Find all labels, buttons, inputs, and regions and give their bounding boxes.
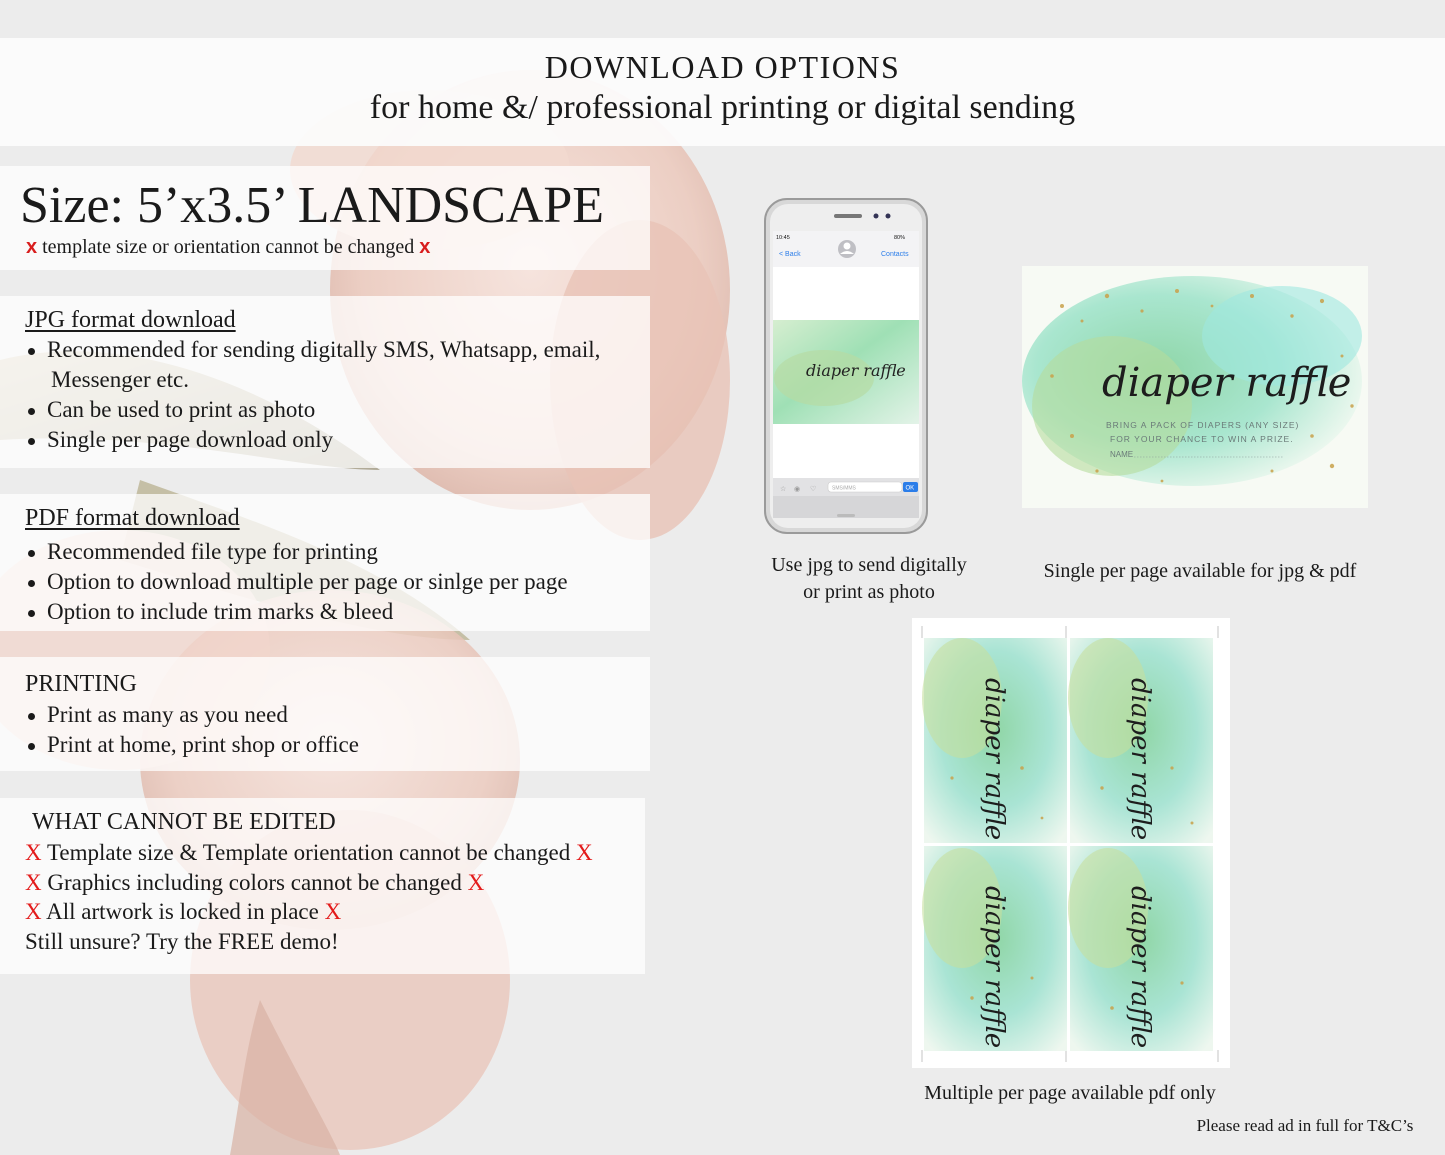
svg-text:diaper raffle: diaper raffle bbox=[979, 678, 1009, 841]
svg-text:diaper raffle: diaper raffle bbox=[1125, 886, 1155, 1049]
cannot-edit-title: WHAT CANNOT BE EDITED bbox=[32, 809, 336, 835]
printing-list bbox=[25, 700, 359, 760]
size-title: Size: 5’x3.5’ LANDSCAPE bbox=[20, 177, 605, 234]
send-button-label: OK bbox=[905, 485, 915, 492]
svg-text:diaper raffle: diaper raffle bbox=[1125, 678, 1155, 841]
header-subtitle: for home &/ professional printing or digital sending bbox=[369, 89, 1076, 126]
list-item: Option to download multiple per page or sinlge per page bbox=[25, 567, 568, 597]
jpg-title: JPG format download bbox=[25, 307, 236, 333]
restriction-line: X All artwork is locked in place X bbox=[25, 899, 342, 924]
header-title: DOWNLOAD OPTIONS bbox=[544, 49, 901, 85]
card-name-label: NAME bbox=[1110, 450, 1134, 459]
size-note-text: template size or orientation cannot be changed bbox=[42, 236, 415, 258]
red-x-mark: x bbox=[419, 236, 431, 258]
back-button[interactable]: < Back bbox=[779, 251, 801, 258]
header-banner bbox=[0, 38, 1445, 146]
phone-mockup bbox=[764, 198, 928, 534]
size-panel bbox=[0, 166, 650, 270]
pdf-panel bbox=[0, 494, 650, 631]
list-item: Print at home, print shop or office bbox=[25, 730, 359, 760]
phone-battery: 80% bbox=[894, 235, 906, 241]
multi-page-sheet-preview bbox=[912, 618, 1230, 1068]
phone-caption: Use jpg to send digitally or print as photo bbox=[771, 554, 967, 603]
printing-title: PRINTING bbox=[25, 671, 137, 697]
list-item: Recommended file type for printing bbox=[25, 537, 568, 567]
card-line-1: BRING A PACK OF DIAPERS (ANY SIZE) bbox=[1106, 420, 1300, 430]
mini-card bbox=[1068, 846, 1213, 1051]
phone-card-title: diaper raffle bbox=[806, 361, 906, 380]
terms-note: Please read ad in full for T&C’s bbox=[1196, 1116, 1414, 1135]
list-item: Print as many as you need bbox=[25, 700, 359, 730]
printing-panel bbox=[0, 657, 650, 771]
red-x-mark: X bbox=[25, 840, 42, 865]
size-note bbox=[26, 236, 430, 259]
mini-card bbox=[922, 846, 1067, 1051]
red-x-mark: x bbox=[26, 236, 38, 258]
demo-note: Still unsure? Try the FREE demo! bbox=[25, 929, 339, 954]
pdf-title: PDF format download bbox=[25, 505, 240, 531]
list-item: Recommended for sending digitally SMS, Whatsapp, email, Messenger etc. bbox=[25, 335, 600, 395]
jpg-list bbox=[25, 335, 600, 455]
restriction-line: X Graphics including colors cannot be changed X bbox=[25, 870, 485, 895]
cannot-edit-panel bbox=[0, 798, 645, 974]
camera-icon[interactable]: ◉ bbox=[794, 485, 801, 493]
message-input-placeholder: SMS/MMS bbox=[832, 485, 856, 492]
red-x-mark: X bbox=[25, 870, 42, 895]
mini-card bbox=[1068, 638, 1213, 843]
multi-sheet-caption: Multiple per page available pdf only bbox=[924, 1082, 1216, 1104]
heart-icon[interactable]: ♡ bbox=[810, 485, 817, 493]
card-line-2: FOR YOUR CHANCE TO WIN A PRIZE. bbox=[1110, 434, 1294, 444]
single-card-caption: Single per page available for jpg & pdf bbox=[1043, 560, 1357, 582]
pdf-list bbox=[25, 537, 568, 627]
contacts-link[interactable]: Contacts bbox=[881, 251, 909, 258]
list-item-continuation: Messenger etc. bbox=[51, 367, 189, 392]
jpg-panel bbox=[0, 296, 650, 468]
card-title: diaper raffle bbox=[1102, 360, 1352, 406]
mini-card bbox=[922, 638, 1067, 843]
red-x-mark: X bbox=[575, 840, 593, 865]
single-card-preview bbox=[1022, 266, 1368, 508]
list-item: Can be used to print as photo bbox=[25, 395, 600, 425]
list-item: Single per page download only bbox=[25, 425, 600, 455]
restriction-line: X Template size & Template orientation cannot be changed X bbox=[25, 840, 593, 865]
star-icon[interactable]: ☆ bbox=[780, 485, 787, 493]
list-item: Option to include trim marks & bleed bbox=[25, 597, 568, 627]
svg-text:diaper raffle: diaper raffle bbox=[979, 886, 1009, 1049]
red-x-mark: X bbox=[25, 899, 42, 924]
red-x-mark: X bbox=[324, 899, 342, 924]
red-x-mark: X bbox=[467, 870, 485, 895]
phone-time: 10:45 bbox=[776, 235, 790, 241]
